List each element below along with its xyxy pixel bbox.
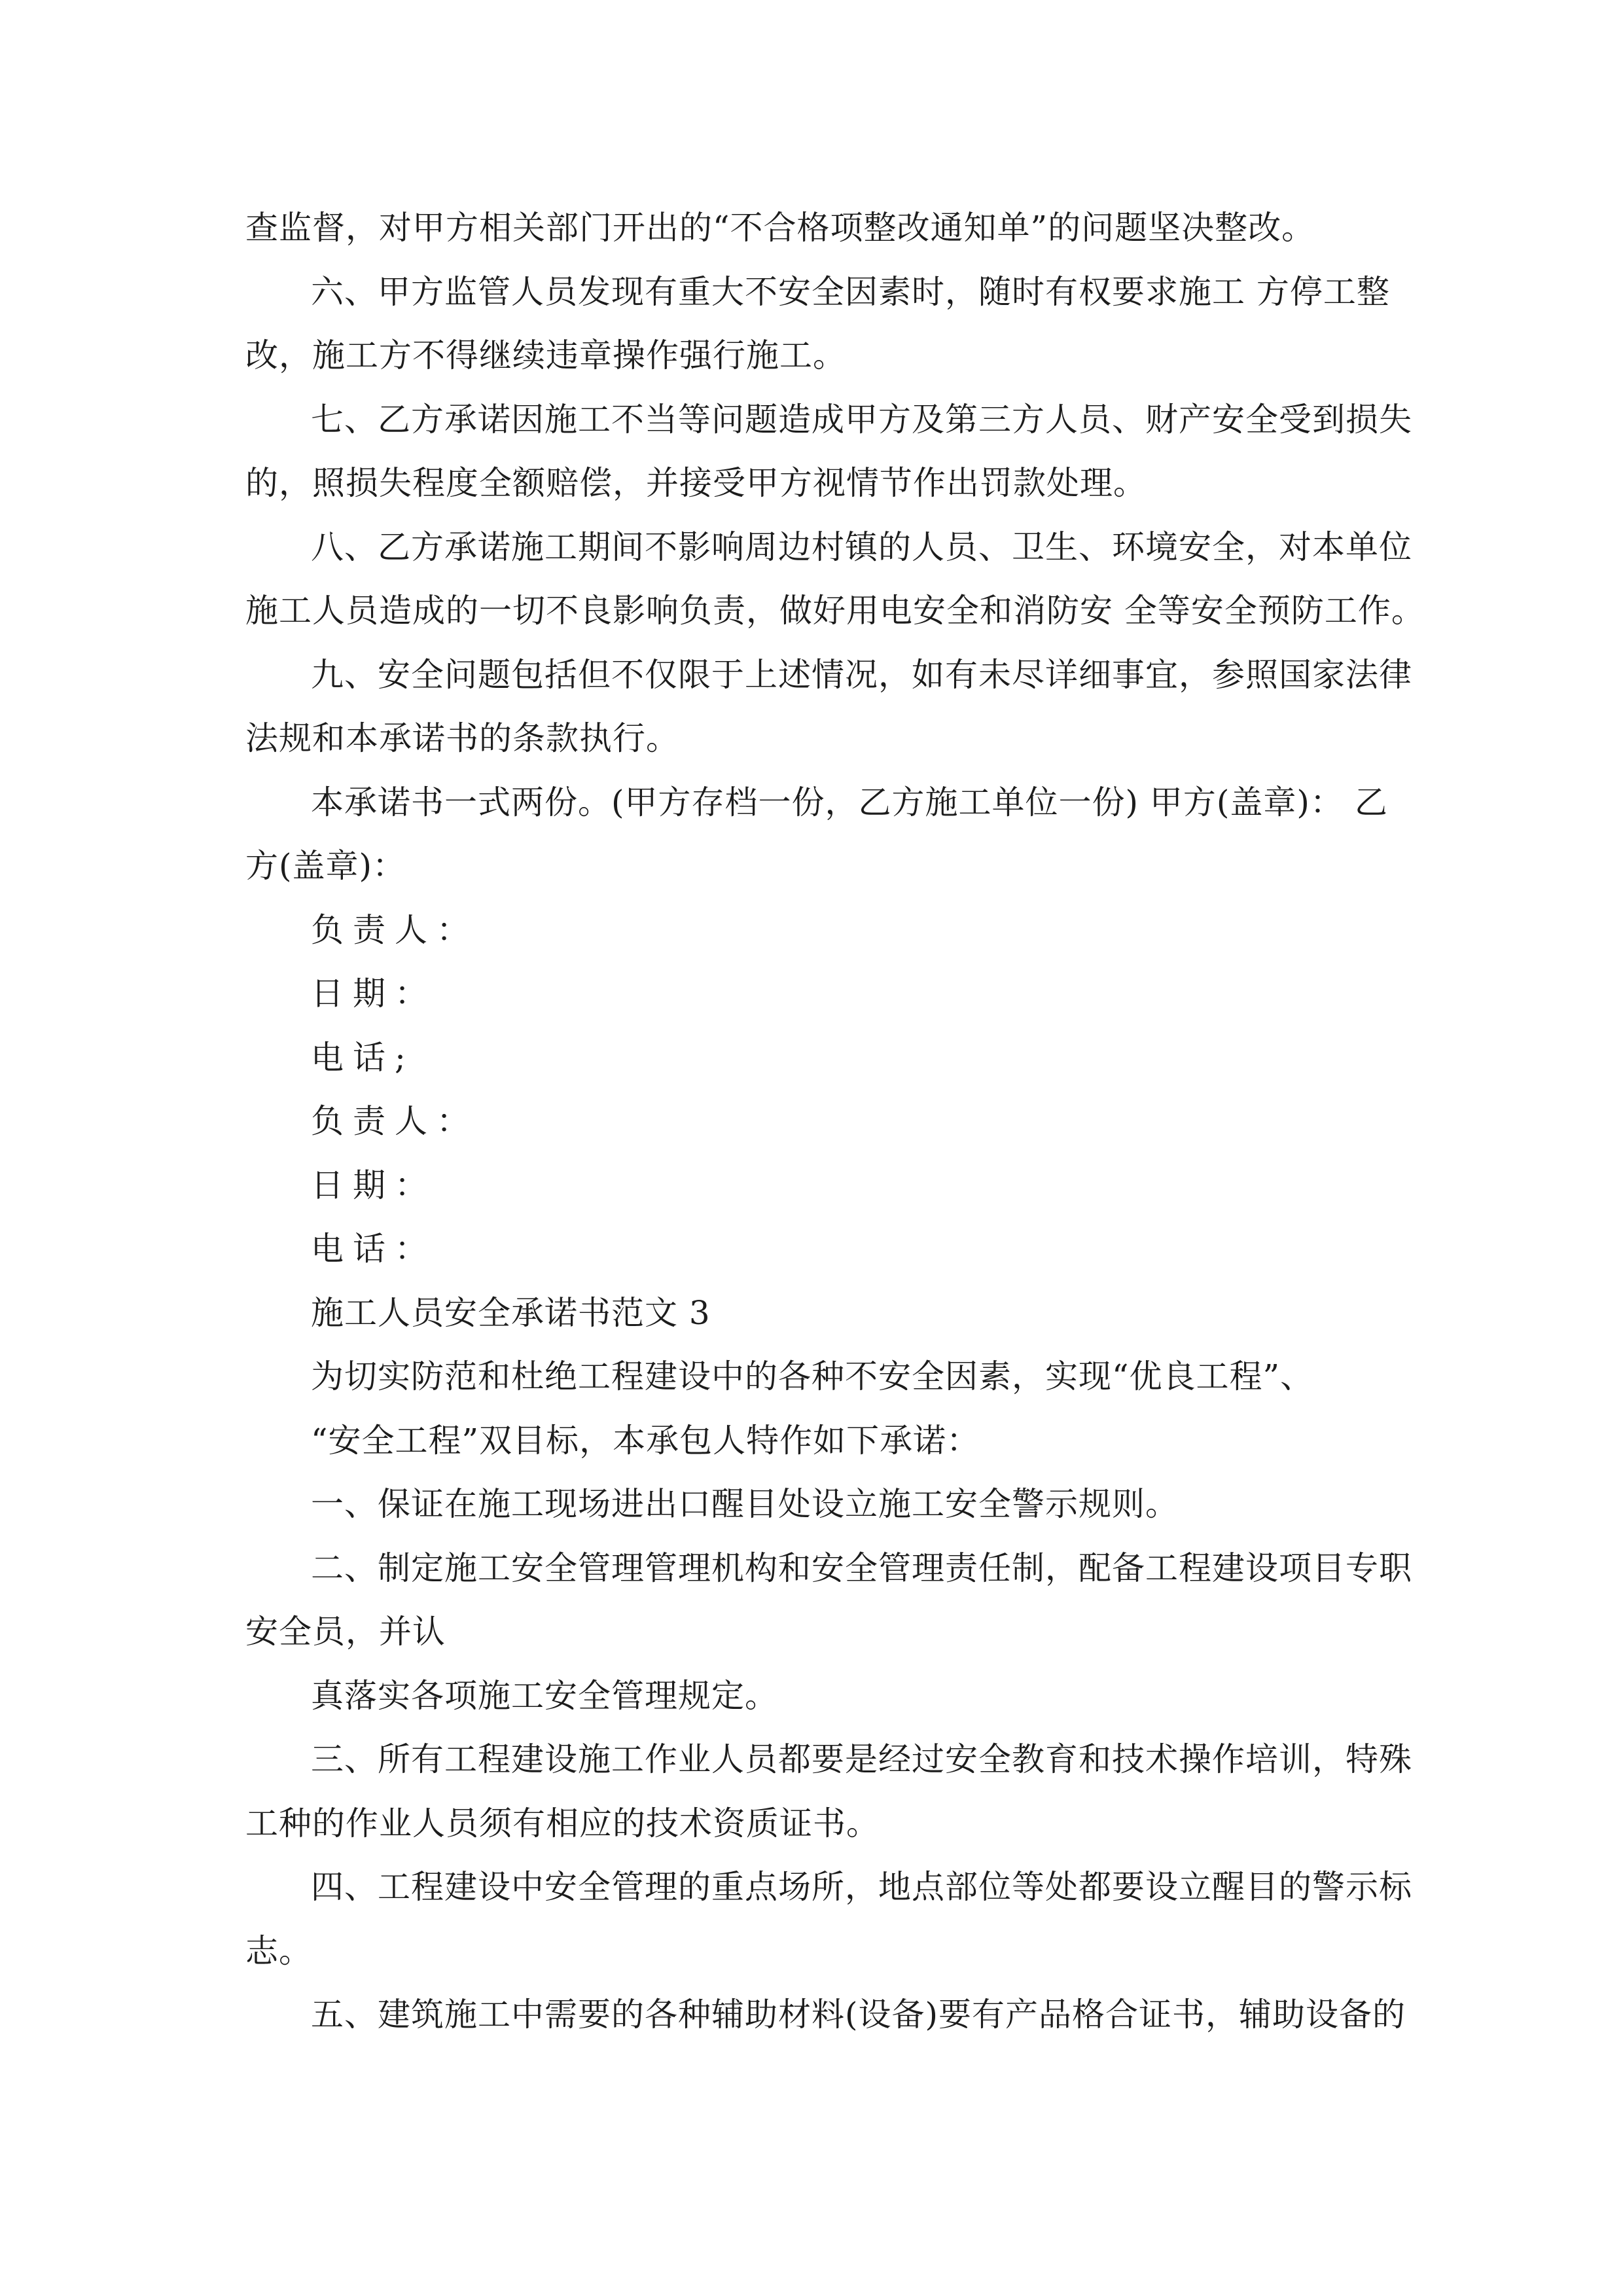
text-line: 查监督，对甲方相关部门开出的“不合格项整改通知单”的问题坚决整改。	[245, 209, 1315, 247]
text-line: 施工人员安全承诺书范文 3	[311, 1293, 711, 1332]
text-line: 真落实各项施工安全管理规定。	[311, 1676, 778, 1715]
text-line: 五、建筑施工中需要的各种辅助材料(设备)要有产品格合证书，辅助设备的	[311, 1996, 1406, 2034]
text-line: 负责人：	[311, 910, 478, 949]
text-line: 日期：	[311, 1166, 437, 1204]
text-line: 四、工程建设中安全管理的重点场所，地点部位等处都要设立醒目的警示标	[311, 1868, 1412, 1906]
text-line: 电话;	[311, 1038, 415, 1077]
text-line: 六、甲方监管人员发现有重大不安全因素时，随时有权要求施工 方停工整	[311, 272, 1390, 311]
text-line: 方(盖章)：	[245, 847, 406, 885]
text-line: 八、乙方承诺施工期间不影响周边村镇的人员、卫生、环境安全，对本单位	[311, 528, 1412, 566]
text-line: 二、制定施工安全管理管理机构和安全管理责任制，配备工程建设项目专职	[311, 1549, 1412, 1587]
text-line: 改，施工方不得继续违章操作强行施工。	[245, 336, 846, 374]
text-line: 日期：	[311, 975, 437, 1013]
text-line: 法规和本承诺书的条款执行。	[245, 719, 679, 757]
text-line: 负责人：	[311, 1102, 478, 1140]
text-line: “安全工程”双目标，本承包人特作如下承诺：	[311, 1421, 980, 1460]
text-line: 安全员，并认	[245, 1613, 446, 1651]
text-line: 的，照损失程度全额赔偿，并接受甲方视情节作出罚款处理。	[245, 464, 1147, 502]
text-line: 为切实防范和杜绝工程建设中的各种不安全因素，实现“优良工程”、	[311, 1357, 1314, 1395]
text-line: 九、安全问题包括但不仅限于上述情况，如有未尽详细事宜，参照国家法律	[311, 655, 1412, 694]
text-line: 七、乙方承诺因施工不当等问题造成甲方及第三方人员、财产安全受到损失	[311, 400, 1412, 439]
document-body	[245, 196, 1425, 2047]
text-line: 一、保证在施工现场进出口醒目处设立施工安全警示规则。	[311, 1485, 1179, 1523]
text-line: 本承诺书一式两份。(甲方存档一份，乙方施工单位一份) 甲方(盖章)： 乙	[311, 783, 1388, 821]
text-line: 志。	[245, 1931, 312, 1970]
text-line: 电话：	[311, 1230, 437, 1268]
text-line: 三、所有工程建设施工作业人员都要是经过安全教育和技术操作培训，特殊	[311, 1740, 1412, 1778]
text-line: 施工人员造成的一切不良影响负责，做好用电安全和消防安 全等安全预防工作。	[245, 592, 1425, 630]
text-line: 工种的作业人员须有相应的技术资质证书。	[245, 1804, 880, 1842]
